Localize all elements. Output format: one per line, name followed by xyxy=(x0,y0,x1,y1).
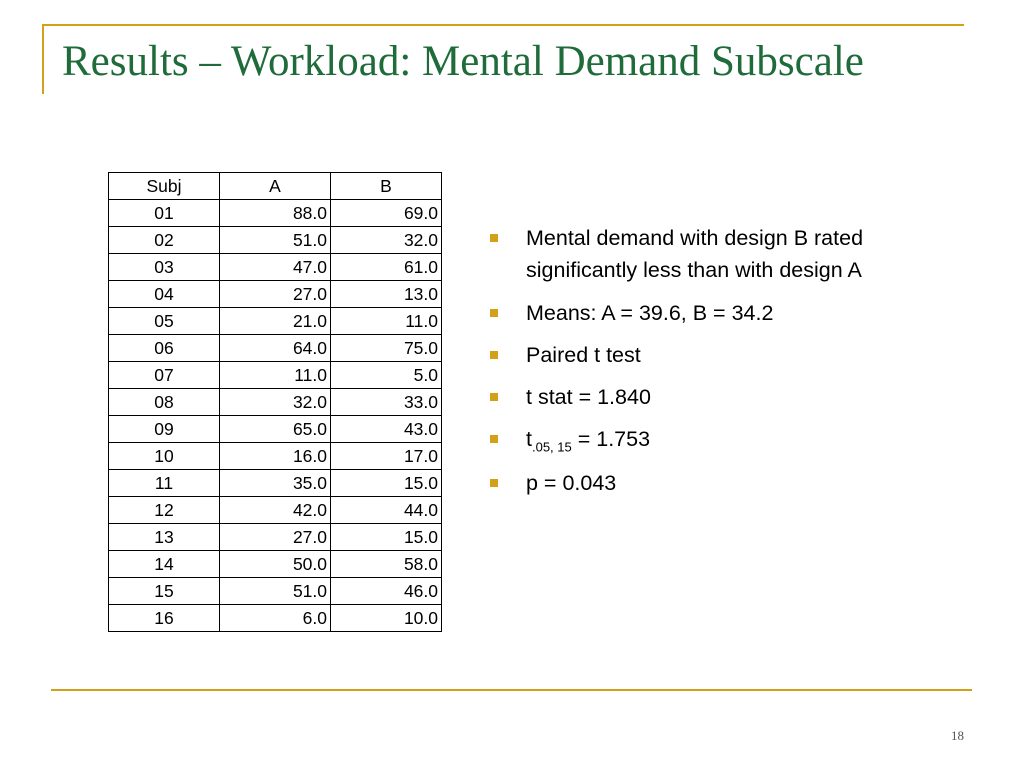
bullet-item xyxy=(490,381,930,413)
title-frame-left-rule xyxy=(42,24,44,94)
table-row xyxy=(109,281,442,308)
cell-a: 65.0 xyxy=(220,416,331,443)
cell-a: 27.0 xyxy=(220,281,331,308)
cell-b: 11.0 xyxy=(331,308,442,335)
bullet-text: Means: A = 39.6, B = 34.2 xyxy=(526,300,774,325)
cell-a: 32.0 xyxy=(220,389,331,416)
cell-a: 51.0 xyxy=(220,227,331,254)
cell-b: 43.0 xyxy=(331,416,442,443)
bullet-text: Paired t test xyxy=(526,342,641,367)
cell-a: 6.0 xyxy=(220,605,331,632)
cell-b: 10.0 xyxy=(331,605,442,632)
title-frame-top-rule xyxy=(42,24,964,26)
bullet-text: p = 0.043 xyxy=(526,471,617,496)
cell-subj: 08 xyxy=(109,389,220,416)
cell-subj: 03 xyxy=(109,254,220,281)
cell-subj: 16 xyxy=(109,605,220,632)
table-row xyxy=(109,524,442,551)
cell-b: 58.0 xyxy=(331,551,442,578)
column-header-b: B xyxy=(331,173,442,200)
table-row xyxy=(109,254,442,281)
t-critical-value: = 1.753 xyxy=(571,427,651,452)
cell-a: 35.0 xyxy=(220,470,331,497)
table-header-row xyxy=(109,173,442,200)
results-table xyxy=(108,172,442,632)
cell-a: 42.0 xyxy=(220,497,331,524)
cell-a: 16.0 xyxy=(220,443,331,470)
table-row xyxy=(109,227,442,254)
t-subscript: .05, 15 xyxy=(531,439,572,455)
cell-a: 27.0 xyxy=(220,524,331,551)
table-row xyxy=(109,443,442,470)
table-row xyxy=(109,578,442,605)
column-header-a: A xyxy=(220,173,331,200)
cell-subj: 11 xyxy=(109,470,220,497)
cell-a: 64.0 xyxy=(220,335,331,362)
cell-b: 61.0 xyxy=(331,254,442,281)
bullet-square-icon xyxy=(490,393,498,401)
bullet-square-icon xyxy=(490,479,498,487)
cell-a: 50.0 xyxy=(220,551,331,578)
cell-a: 21.0 xyxy=(220,308,331,335)
cell-subj: 14 xyxy=(109,551,220,578)
slide-title: Results – Workload: Mental Demand Subscale xyxy=(62,38,864,85)
table-row xyxy=(109,200,442,227)
cell-b: 33.0 xyxy=(331,389,442,416)
bullet-item xyxy=(490,297,930,329)
page-number: 18 xyxy=(951,728,964,743)
table-row xyxy=(109,416,442,443)
cell-a: 11.0 xyxy=(220,362,331,389)
bullet-item xyxy=(490,467,930,499)
table-row xyxy=(109,497,442,524)
cell-subj: 04 xyxy=(109,281,220,308)
cell-subj: 12 xyxy=(109,497,220,524)
table-row xyxy=(109,389,442,416)
bullet-item xyxy=(490,423,930,457)
cell-a: 51.0 xyxy=(220,578,331,605)
cell-subj: 05 xyxy=(109,308,220,335)
table-row xyxy=(109,605,442,632)
column-header-subj: Subj xyxy=(109,173,220,200)
cell-subj: 07 xyxy=(109,362,220,389)
t-symbol: t xyxy=(526,427,532,452)
bullet-square-icon xyxy=(490,351,498,359)
cell-b: 17.0 xyxy=(331,443,442,470)
cell-b: 32.0 xyxy=(331,227,442,254)
cell-subj: 15 xyxy=(109,578,220,605)
table-row xyxy=(109,470,442,497)
cell-subj: 13 xyxy=(109,524,220,551)
bullet-item xyxy=(490,339,930,371)
cell-b: 13.0 xyxy=(331,281,442,308)
table-row xyxy=(109,335,442,362)
cell-subj: 01 xyxy=(109,200,220,227)
cell-b: 44.0 xyxy=(331,497,442,524)
cell-b: 5.0 xyxy=(331,362,442,389)
cell-subj: 09 xyxy=(109,416,220,443)
bullet-square-icon xyxy=(490,309,498,317)
cell-subj: 06 xyxy=(109,335,220,362)
bullet-square-icon xyxy=(490,234,498,242)
cell-b: 69.0 xyxy=(331,200,442,227)
cell-b: 15.0 xyxy=(331,524,442,551)
bullet-text: Mental demand with design B rated significantly less than with design A xyxy=(526,226,864,283)
table-row xyxy=(109,308,442,335)
footer-rule xyxy=(51,689,972,691)
cell-b: 15.0 xyxy=(331,470,442,497)
cell-a: 88.0 xyxy=(220,200,331,227)
table-row xyxy=(109,362,442,389)
cell-a: 47.0 xyxy=(220,254,331,281)
cell-subj: 10 xyxy=(109,443,220,470)
table-row xyxy=(109,551,442,578)
cell-b: 46.0 xyxy=(331,578,442,605)
bullet-text: t stat = 1.840 xyxy=(526,385,651,409)
bullet-list xyxy=(490,222,930,509)
cell-subj: 02 xyxy=(109,227,220,254)
bullet-square-icon xyxy=(490,435,498,443)
bullet-item xyxy=(490,222,930,287)
bullet-text-t-critical xyxy=(526,427,651,455)
cell-b: 75.0 xyxy=(331,335,442,362)
